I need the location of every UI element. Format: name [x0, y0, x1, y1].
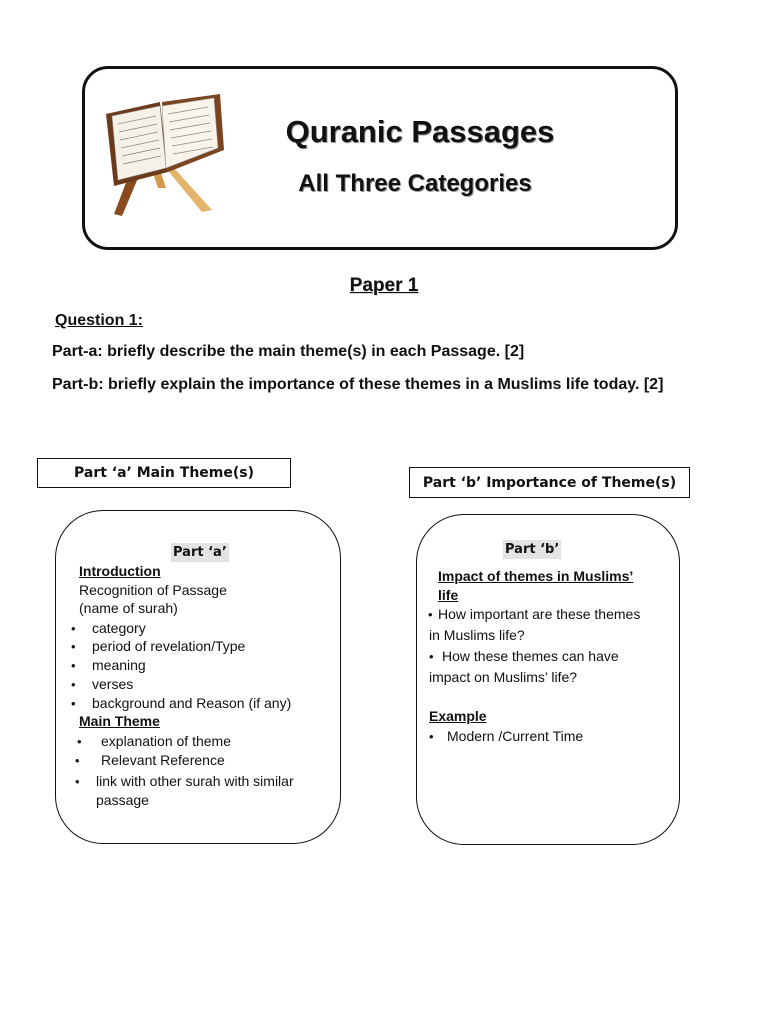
- part-a-label-box: [37, 458, 291, 488]
- example-item: Modern /Current Time: [447, 728, 584, 744]
- page-title: Quranic Passages: [285, 114, 555, 149]
- impact-question-2: How these themes can have: [442, 648, 619, 664]
- impact-question-1: How important are these themes: [438, 606, 641, 622]
- part-a-label: Part ‘a’ Main Theme(s): [73, 465, 254, 481]
- intro-item: background and Reason (if any): [92, 695, 292, 711]
- bullet-icon: •: [71, 639, 76, 654]
- main-item: Relevant Reference: [101, 752, 225, 768]
- bullet-icon: •: [75, 774, 80, 789]
- bullet-icon: •: [71, 621, 76, 636]
- impact-heading-line-1: Impact of themes in Muslims’: [438, 568, 634, 584]
- intro-item: category: [92, 620, 146, 636]
- main-theme-heading: Main Theme: [79, 713, 160, 729]
- page-subtitle: All Three Categories: [298, 170, 532, 197]
- bullet-icon: •: [75, 753, 80, 768]
- part-b-content: [416, 514, 680, 845]
- question-part-b: Part-b: briefly explain the importance of these themes in a Muslims life today. [2]: [52, 376, 664, 393]
- part-b-label-box: [409, 467, 690, 498]
- part-a-title: Part ‘a’: [173, 545, 227, 560]
- bullet-icon: •: [71, 677, 76, 692]
- part-a-content: [55, 510, 341, 844]
- question-label: Question 1:: [55, 312, 144, 329]
- bullet-icon: •: [71, 658, 76, 673]
- bullet-icon: •: [428, 607, 433, 622]
- bullet-icon: •: [429, 729, 434, 744]
- intro-item: verses: [92, 676, 134, 692]
- intro-line-1: Recognition of Passage: [79, 582, 227, 598]
- part-b-label: Part ‘b’ Importance of Theme(s): [422, 474, 677, 491]
- intro-line-2: (name of surah): [79, 600, 178, 616]
- intro-item: period of revelation/Type: [92, 638, 246, 654]
- quran-on-stand-icon: [102, 92, 227, 217]
- introduction-heading: Introduction: [79, 563, 161, 579]
- question-part-a: Part-a: briefly describe the main theme(s) in each Passage. [2]: [52, 343, 525, 360]
- main-item: explanation of theme: [101, 733, 231, 749]
- part-b-title: Part ‘b’: [505, 542, 560, 557]
- intro-item: meaning: [92, 657, 146, 673]
- impact-heading-line-2: life: [438, 587, 459, 603]
- impact-question-1-cont: in Muslims life?: [429, 627, 525, 643]
- bullet-icon: •: [77, 734, 82, 749]
- bullet-icon: •: [71, 696, 76, 711]
- main-item: link with other surah with similar passage: [96, 773, 294, 808]
- bullet-icon: •: [429, 649, 434, 664]
- paper-heading: Paper 1: [349, 275, 419, 296]
- example-heading: Example: [429, 708, 487, 724]
- impact-question-2-cont: impact on Muslims’ life?: [429, 669, 578, 685]
